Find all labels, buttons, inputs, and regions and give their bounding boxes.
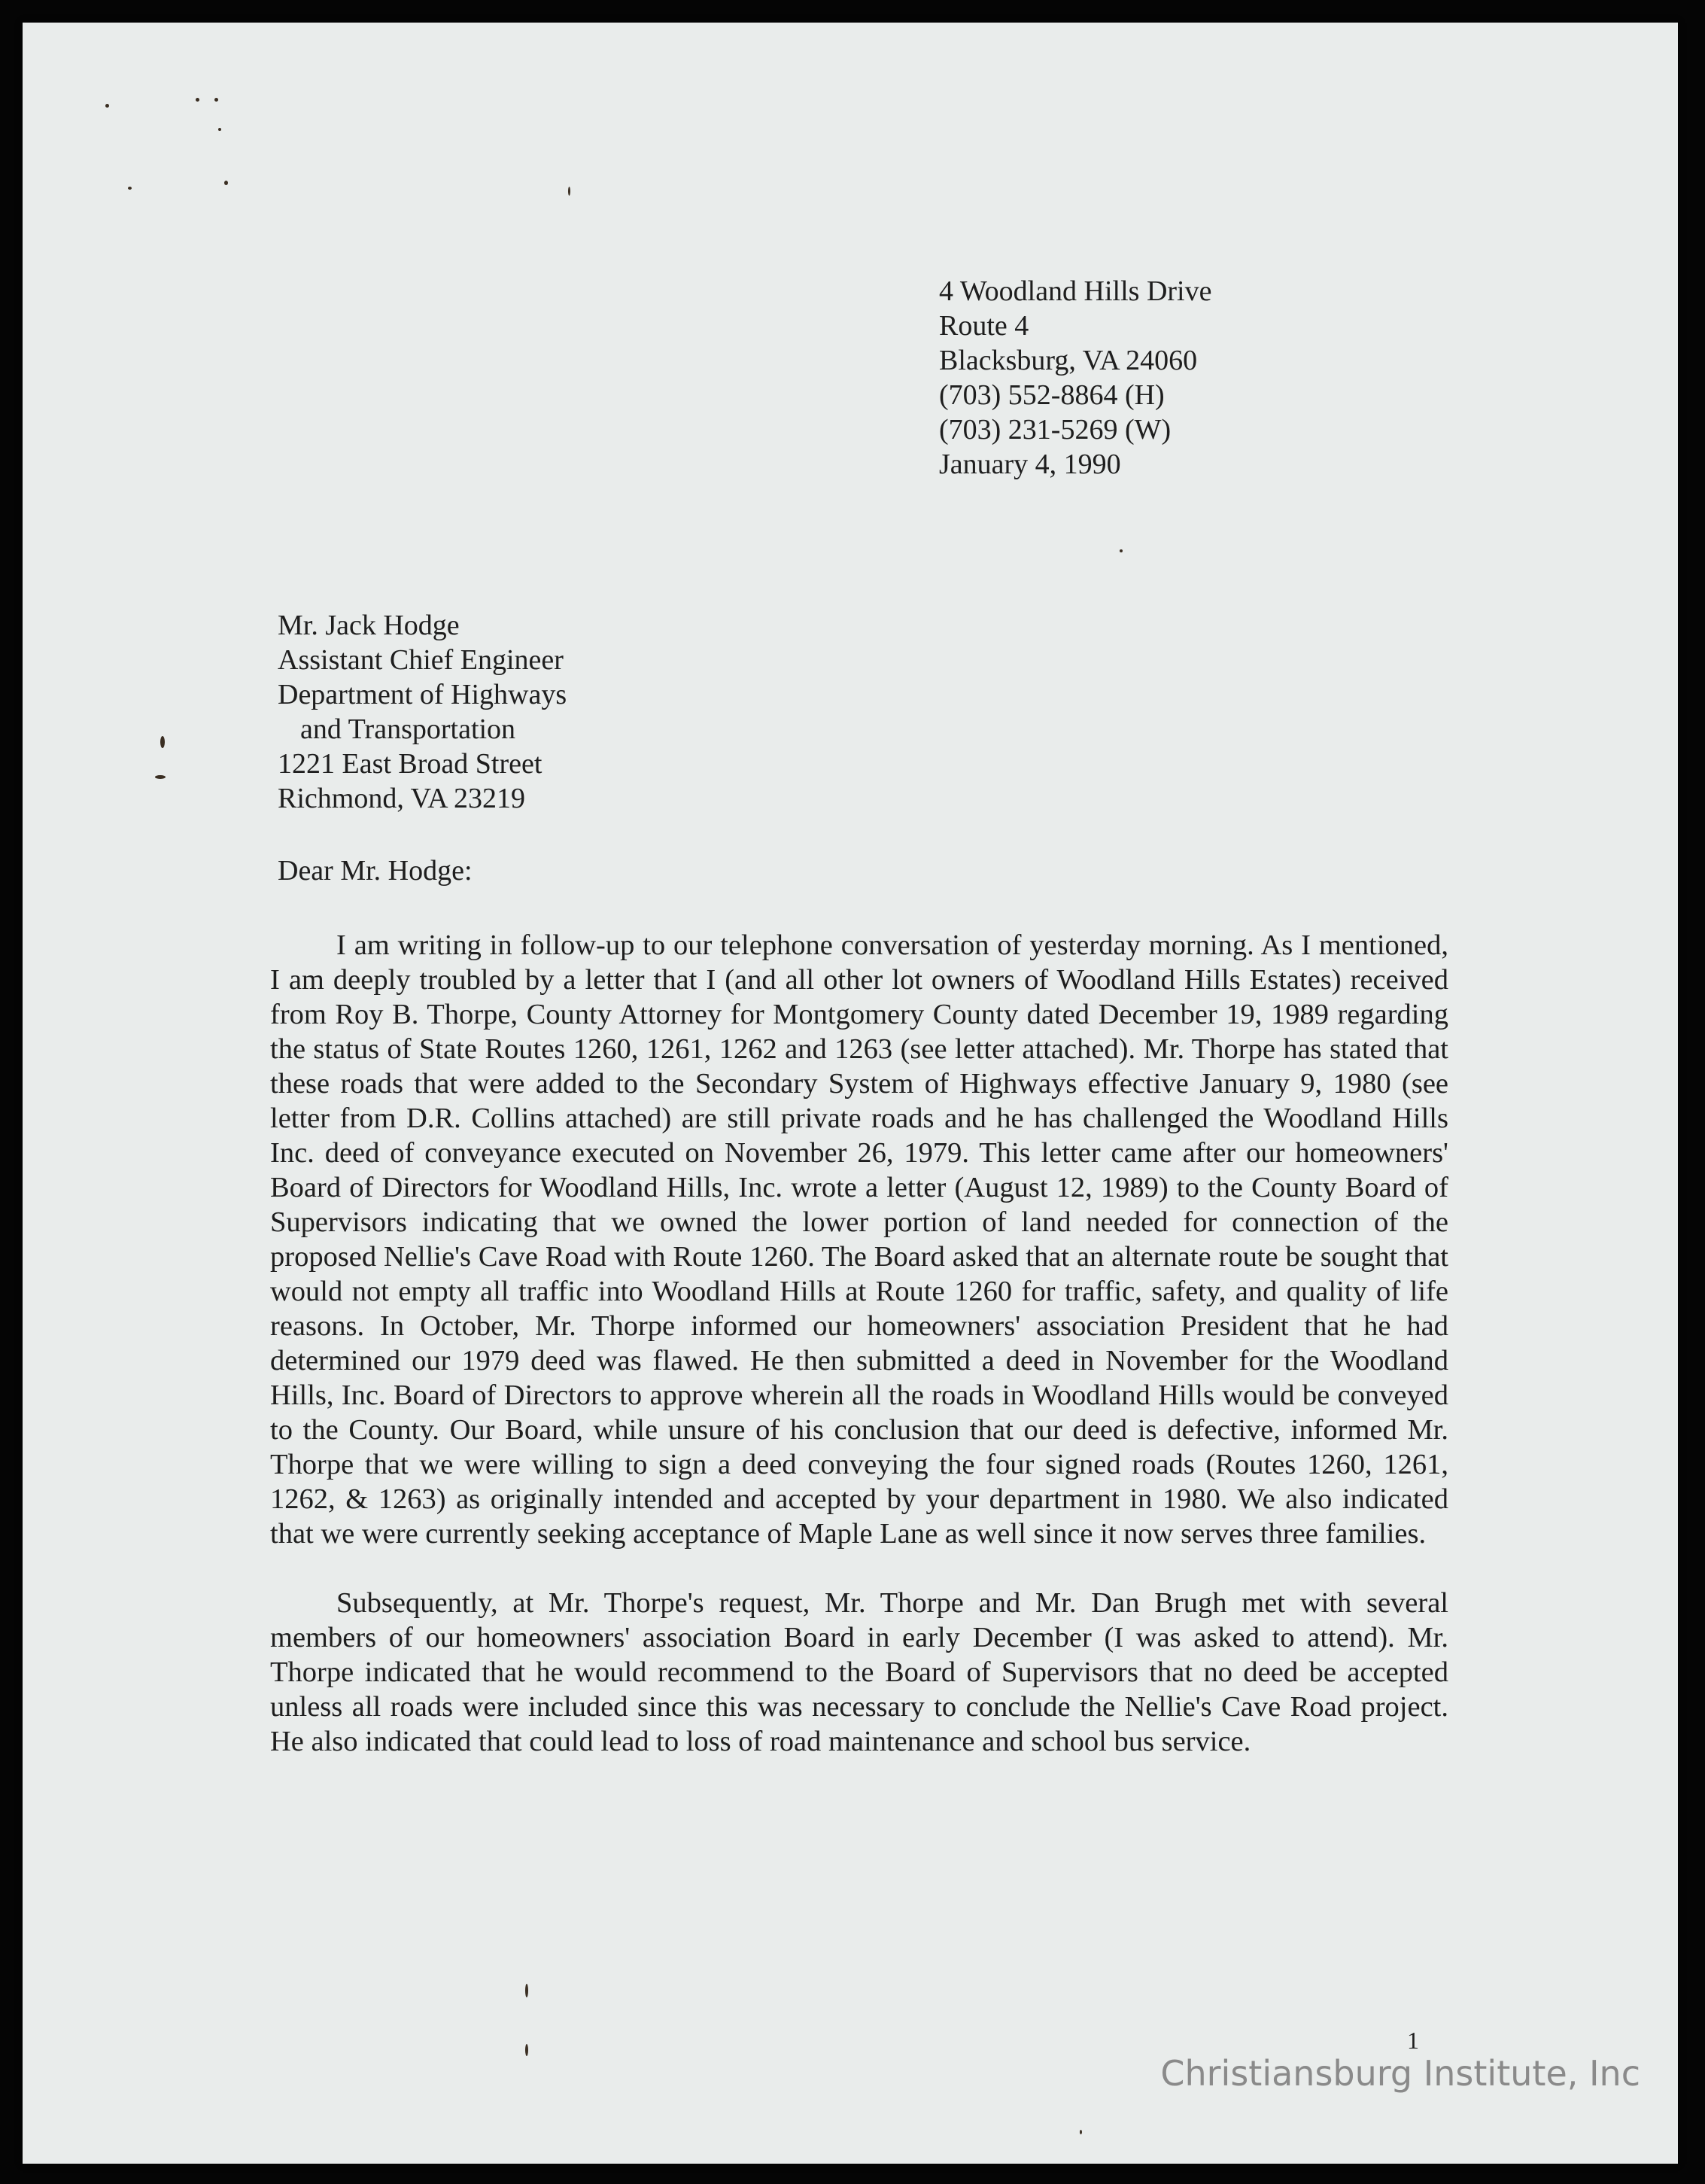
body-paragraph-1: I am writing in follow-up to our telephone conversation of yesterday morning. As I mentioned, I am deeply troubled by a letter that I (and all other lot owners of Woodland Hills Estates) received from Roy B. Thorpe, County Attorney for Montgomery County dated December 19, 1989 regarding the status of State Routes 1260, 1261, 1262 and 1263 (see letter attached). Mr. Thorpe has stated that these roads that were added to the Secondary System of Highways effective January 9, 1980 (see letter from D.R. Collins attached) are still private roads and he has challenged the Woodland Hills Inc. deed of conveyance executed on November 26, 1979. This letter came after our homeowners' Board of Directors for Woodland Hills, Inc. wrote a letter (August 12, 1989) to the County Board of Supervisors indicating that we owned the lower portion of land needed for connection of the proposed Nellie's Cave Road with Route 1260. The Board asked that an alternate route be sought that would not empty all traffic into Woodland Hills at Route 1260 for traffic, safety, and quality of life reasons. In October, Mr. Thorpe informed our homeowners' association President that he had determined our 1979 deed was flawed. He then submitted a deed in November for the Woodland Hills, Inc. Board of Directors to approve wherein all the roads in Woodland Hills would be conveyed to the County. Our Board, while unsure of his conclusion that our deed is defective, informed Mr. Thorpe that we were willing to sign a deed conveying the four signed roads (Routes 1260, 1261, 1262, & 1263) as originally intended and accepted by your department in 1980. We also indicated that we were currently seeking acceptance of Maple Lane as well since it now serves three families.	[270, 929, 1448, 1550]
sender-address-block	[939, 274, 1466, 482]
letter-date: January 4, 1990	[939, 449, 1121, 480]
sender-phone-work: (703) 231-5269 (W)	[939, 414, 1172, 446]
paper-speck	[160, 736, 165, 748]
paper-speck	[525, 1984, 528, 1997]
paper-speck	[155, 775, 166, 779]
paper-speck	[1080, 2130, 1082, 2134]
sender-phone-home: (703) 552-8864 (H)	[939, 379, 1165, 411]
recipient-title: Assistant Chief Engineer	[278, 644, 564, 676]
recipient-name: Mr. Jack Hodge	[278, 610, 460, 641]
paper-speck	[224, 181, 228, 185]
paper-speck	[568, 187, 570, 196]
paper-speck	[128, 187, 132, 190]
recipient-department-line1: Department of Highways	[278, 679, 567, 710]
letter-body	[270, 928, 1448, 1793]
sender-city-state-zip: Blacksburg, VA 24060	[939, 345, 1198, 376]
recipient-street: 1221 East Broad Street	[278, 748, 542, 780]
recipient-city-state-zip: Richmond, VA 23219	[278, 783, 526, 814]
sender-route: Route 4	[939, 310, 1029, 342]
body-paragraph-2: Subsequently, at Mr. Thorpe's request, Mr. Thorpe and Mr. Dan Brugh met with several members of our homeowners' association Board in early December (I was asked to attend). Mr. Thorpe indicated that he would recommend to the Board of Supervisors that no deed be accepted unless all roads were included since this was necessary to conclude the Nellie's Cave Road project. He also indicated that could lead to loss of road maintenance and school bus service.	[270, 1587, 1448, 1757]
paper-speck	[105, 104, 109, 108]
paper-speck	[525, 2044, 528, 2056]
paper-speck	[214, 98, 218, 102]
page-number: 1	[1407, 2027, 1419, 2054]
salutation: Dear Mr. Hodge:	[278, 855, 473, 887]
recipient-department-line2: and Transportation	[300, 713, 516, 745]
watermark: Christiansburg Institute, Inc	[1160, 2053, 1640, 2094]
recipient-address-block	[278, 608, 955, 816]
sender-street: 4 Woodland Hills Drive	[939, 275, 1212, 307]
paper-speck	[218, 128, 221, 131]
paper-speck	[196, 98, 199, 102]
letter-page	[23, 23, 1678, 2164]
paper-speck	[1120, 549, 1123, 552]
